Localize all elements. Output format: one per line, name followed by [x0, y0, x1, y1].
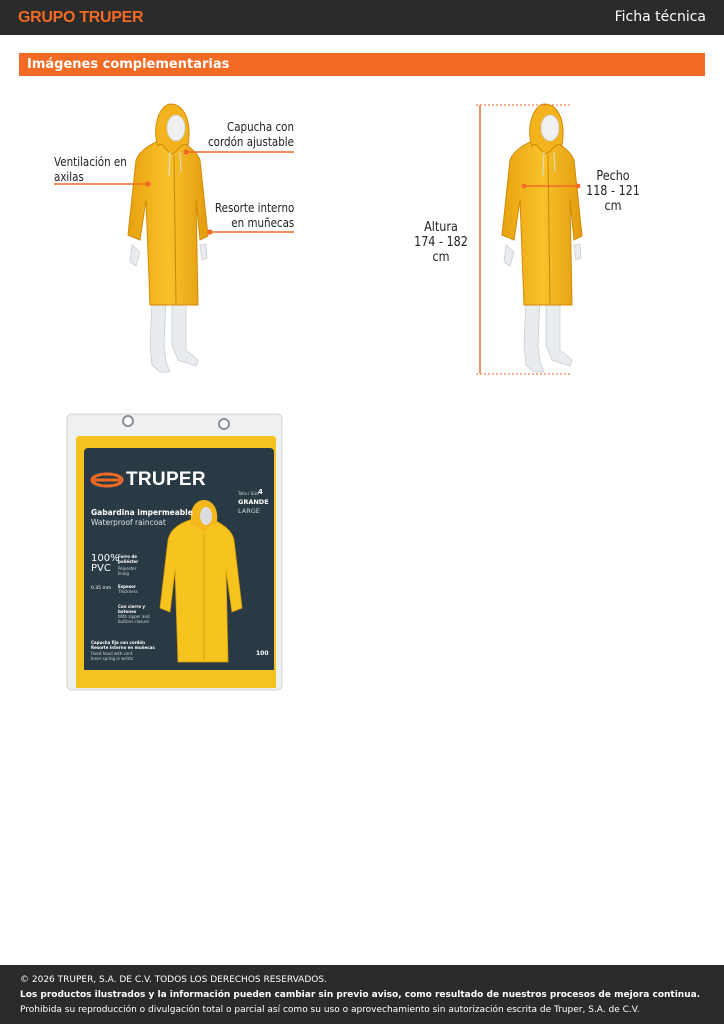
callout-vent — [54, 155, 127, 185]
height-measurement — [406, 220, 477, 265]
chest-measurement — [578, 169, 649, 214]
package-closure-es: Con cierre y botones — [118, 604, 146, 614]
package-code: 100 — [256, 650, 269, 657]
package-brand: TRUPER — [126, 469, 206, 490]
brand-logo: GRUPO TRUPER — [18, 9, 144, 26]
package-material-pct: 100% — [91, 553, 120, 564]
footer-notice: Los productos ilustrados y la información pueden cambiar sin previo aviso, como resultado de nuestros procesos de mejora continua. — [20, 990, 701, 1000]
package-hood-en: Fixed hood with cord — [91, 651, 133, 656]
package-size-es: GRANDE — [238, 498, 269, 506]
package-closure-en: With zipper and buttons closure — [118, 614, 150, 624]
package-name-en: Waterproof raincoat — [91, 518, 166, 527]
callout-hood-line2: cordón ajustable — [208, 135, 294, 149]
package-thickness-es: Espesor — [118, 584, 136, 589]
callout-vent-line2: axilas — [54, 170, 84, 184]
callout-wrist-line2: en muñecas — [230, 216, 294, 230]
package-material-type: PVC — [91, 563, 111, 574]
package-lining-en: Polyester lining — [118, 566, 137, 576]
callout-hood — [208, 120, 294, 150]
footer-copyright: © 2026 TRUPER, S.A. DE C.V. TODOS LOS DERECHOS RESERVADOS. — [20, 975, 327, 985]
sheet-title: Ficha técnica — [614, 9, 706, 25]
footer-prohibition: Prohibida su reproducción o divulgación total o parcial así como su uso o aprovechamiento sin autorización escrita de Truper, S.A. de C.V. — [20, 1005, 640, 1015]
callout-wrist — [215, 201, 294, 231]
section-title: Imágenes complementarias — [27, 57, 230, 72]
package-hood-es: Capucha fija con cordón — [91, 640, 145, 645]
package-hood-en2: Inner spring in wrists — [91, 656, 134, 661]
package-name-es: Gabardina impermeable — [91, 508, 193, 517]
package-size-code: 4 — [258, 488, 263, 496]
package-hood-es2: Resorte interno en muñecas — [91, 645, 155, 650]
package-thickness-en: Thickness — [118, 589, 138, 594]
footer — [0, 965, 724, 1024]
package-size-label: Talla / Size — [238, 491, 260, 496]
height-label: Altura — [424, 220, 458, 235]
callout-vent-line1: Ventilación en — [54, 155, 127, 169]
chest-value: 118 - 121 cm — [586, 184, 640, 214]
chest-label: Pecho — [596, 169, 630, 184]
package-lining-es: Forro de poliéster — [118, 554, 139, 564]
callout-hood-line1: Capucha con — [227, 120, 294, 134]
callout-wrist-line1: Resorte interno — [214, 201, 294, 215]
height-value: 174 - 182 cm — [414, 235, 468, 265]
package-thickness-value: 0.35 mm — [91, 586, 112, 591]
package-size-en: LARGE — [238, 507, 260, 515]
raincoat-size-figure — [476, 104, 582, 374]
